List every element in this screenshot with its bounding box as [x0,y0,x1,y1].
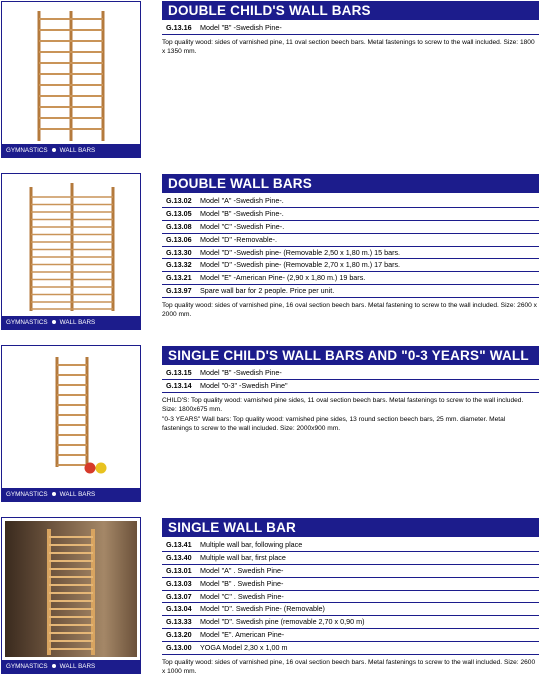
product-photo [1,345,141,502]
product-row [162,539,539,552]
product-row [162,22,539,35]
product-photo [1,1,141,158]
wall-bars-image [5,349,137,485]
product-text: Model "D" -Swedish pine- (Removable 2,70 x 1,80 m.) 17 bars. [200,260,401,270]
product-code: G.13.00 [166,643,192,653]
bullet-icon [52,320,56,324]
product-code: G.13.03 [166,578,192,588]
product-text: Model "D". Swedish Pine- (Removable) [200,604,325,614]
product-row [162,603,539,616]
wall-bars-image [5,521,137,657]
product-text: Model "B" -Swedish Pine- [200,368,282,377]
product-text: Model "D". Swedish pine (removable 2,70 x 0,90 m) [200,617,365,627]
product-text: Model "D" -Removable-. [200,234,278,244]
product-code: G.13.05 [166,208,192,218]
product-code: G.13.04 [166,604,192,614]
product-text: Model "A" . Swedish Pine- [200,565,284,575]
product-row [162,195,539,208]
product-text: Model "0-3" -Swedish Pine" [200,380,288,390]
product-code: G.13.14 [166,380,192,390]
product-text: Model "C" . Swedish Pine- [200,591,284,601]
product-row [162,629,539,642]
product-code: G.13.30 [166,247,192,257]
product-text: Model "B" -Swedish Pine- [200,23,282,32]
product-text: Model "C" -Swedish Pine-. [200,221,285,231]
product-code: G.13.06 [166,234,192,244]
product-text: Multiple wall bar, first place [200,552,286,562]
product-row [162,285,539,298]
product-text: Model "D" -Swedish pine- (Removable 2,50 x 1,80 m.) 15 bars. [200,247,401,257]
product-row [162,234,539,247]
product-text: Model "E" -American Pine- (2,90 x 1,80 m.) 19 bars. [200,273,366,283]
product-text: Model "B" . Swedish Pine- [200,578,284,588]
photo-caption: GYMNASTICS WALL BARS [2,316,140,329]
product-text: Model "B" -Swedish Pine-. [200,208,284,218]
product-text: YOGA Model 2,30 x 1,00 m [200,643,288,653]
product-text: Model "E". American Pine- [200,630,285,640]
product-text: Multiple wall bar, following place [200,540,303,549]
product-row [162,552,539,565]
product-row [162,565,539,578]
photo-caption: GYMNASTICS WALL BARS [2,660,140,673]
section-title: DOUBLE WALL BARS [162,174,539,193]
section-description: Top quality wood: sides of varnished pine, 16 oval section beech bars. Metal fastening to screw to the wall included. Size: 2600 x 2000 mm. [162,302,537,319]
section-title: SINGLE CHILD'S WALL BARS AND "0-3 YEARS" WALL [162,346,539,365]
section-title: DOUBLE CHILD'S WALL BARS [162,1,539,20]
product-text: Model "A" -Swedish Pine-. [200,196,284,205]
product-code: G.13.20 [166,630,192,640]
product-code: G.13.07 [166,591,192,601]
product-code: G.13.01 [166,565,192,575]
product-row [162,591,539,604]
section-description: Top quality wood: sides of varnished pine, 11 oval section beech bars. Metal fastenings to screw to the wall included. Size: 1800 x 1350 mm. [162,38,535,56]
product-row [162,208,539,221]
bullet-icon [52,664,56,668]
product-row [162,367,539,380]
product-row [162,259,539,272]
photo-caption: GYMNASTICS WALL BARS [2,144,140,157]
product-code: G.13.40 [166,552,192,562]
photo-caption: GYMNASTICS WALL BARS [2,488,140,501]
product-code: G.13.33 [166,617,192,627]
wall-bars-image [5,5,137,141]
product-row [162,578,539,591]
product-row [162,380,539,393]
product-code: G.13.02 [166,196,192,205]
product-row [162,642,539,655]
product-code: G.13.08 [166,221,192,231]
bullet-icon [52,492,56,496]
product-row [162,616,539,629]
wall-bars-image [5,177,137,313]
product-code: G.13.97 [166,286,192,296]
product-row [162,221,539,234]
product-code: G.13.21 [166,273,192,283]
product-row [162,272,539,285]
product-photo [1,173,141,330]
bullet-icon [52,148,56,152]
product-photo [1,517,141,674]
product-code: G.13.16 [166,23,192,32]
section-description: "0-3 YEARS" Wall bars: Top quality wood: varnished pine sides, 13 round section beech bars, 25 mm. diameter. Metal fastenings to screw to the wall included. Size: 2000x900 mm. [162,416,506,433]
section-title: SINGLE WALL BAR [162,518,539,537]
product-code: G.13.41 [166,540,192,549]
section-description: CHILD'S: Top quality wood: varnished pine sides, 11 oval section beech bars. Metal fastenings to screw to the wall included. Size: 1800x675 mm. [162,396,524,413]
product-code: G.13.15 [166,368,192,377]
product-text: Spare wall bar for 2 people. Price per unit. [200,286,335,296]
section-description: Top quality wood: sides of varnished pine, 16 oval section beech bars. Metal fastenings to screw to the wall included. Size: 2600 x 1000 mm. [162,659,536,676]
product-code: G.13.32 [166,260,192,270]
product-row [162,247,539,260]
